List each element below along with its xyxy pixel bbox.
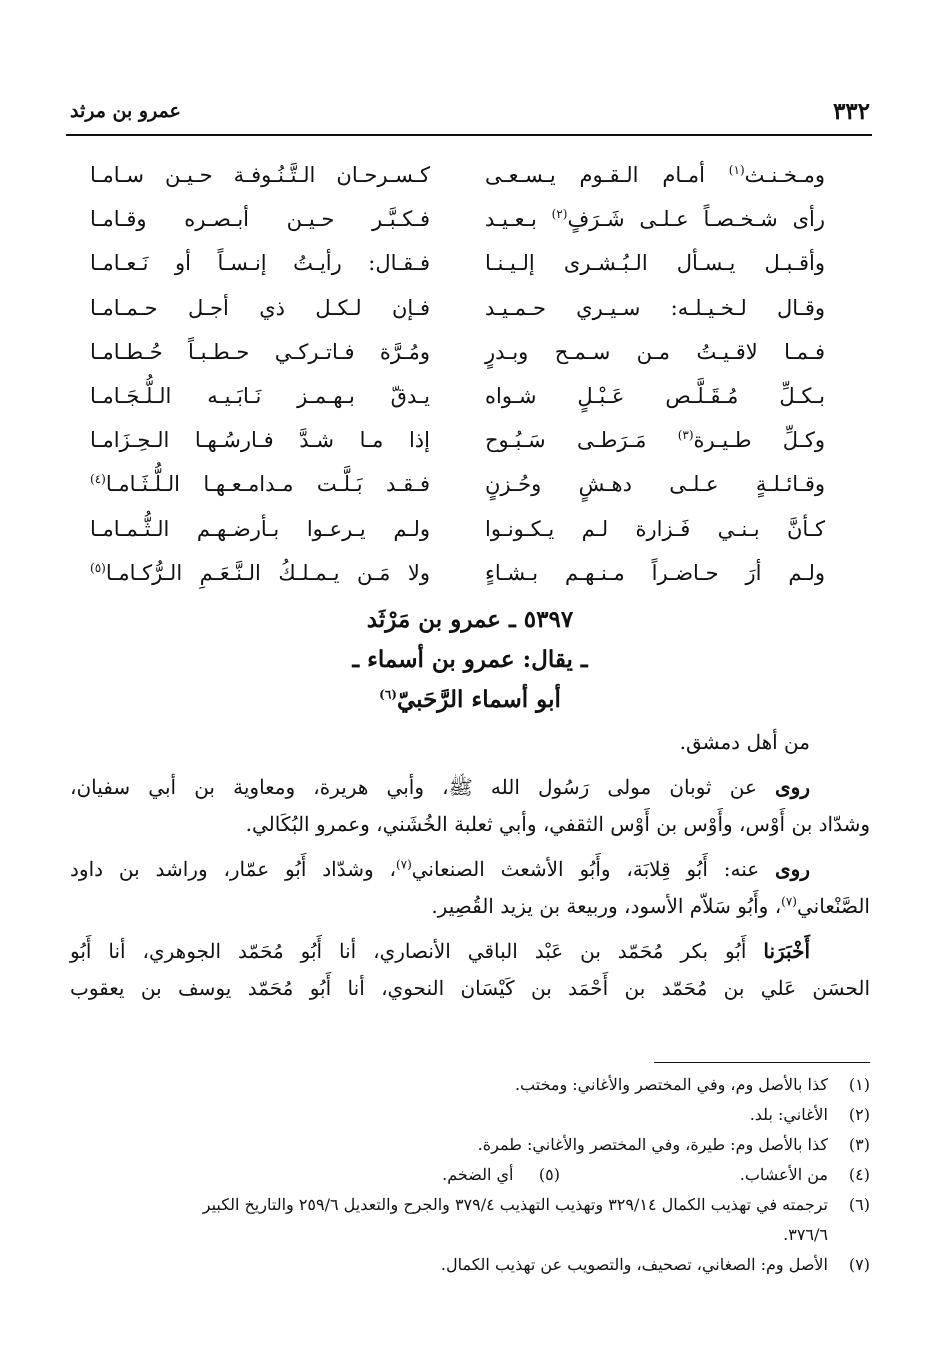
paragraph-narrated-from: روى عن ثوبان مولى رَسُول الله ﷺ، وأبي هريرة، ومعاوية بن أبي سفيان، وشدّاد بن أَوْس، وأَوْس بن أَوْس الثقفي، وأبي ثعلبة الخُشَني، وعمرو البُكَالي. [70,775,870,836]
footnote-text: كذا بالأصل وم، وفي المختصر والأغاني: ومختب. [514,1075,828,1094]
verse-first-hemistich: بـكـلِّ مُـقَـلَّـص عَـبْـلٍ شـواه [485,383,825,408]
footnote-ref[interactable]: (٢) [551,207,568,222]
footnote [442,1160,560,1190]
page-header [70,98,870,132]
footnote-ref[interactable]: (٥) [90,560,106,575]
footnote-ref[interactable]: (٧) [781,894,797,909]
keyword: روى [775,775,810,799]
verse [90,207,825,251]
footnote-number: (١) [848,1075,870,1094]
footnote-pair [70,1160,870,1190]
page-number: ٣٣٢ [832,98,870,125]
footnote [70,1070,870,1100]
paragraph-narrators: روى عنه: أَبُو قِلابَة، وأَبُو الأشعث الصنعاني$^{(٧)}$، وشدّاد أَبُو عمّار، وراشد بن داود الصَّنْعاني$^{(٧)}$، وأَبُو سَلاّم الأسود، وربيعة بن يزيد القُصِير. [70,857,870,918]
verse-first-hemistich: ومـخـنـث$^{(١)}$ أمـام الـقـوم يـسـعـى [485,163,825,187]
verse-second-hemistich: ولا مَـن يـمـلـكُ الـنَّـعَـمِ الـرُّكـامـا$^{(٥)}$ [90,560,430,585]
footnote-number: (٦) [848,1195,870,1214]
verse [90,517,825,561]
verse-first-hemistich: وكـلِّ طـيـرة$^{(٣)}$ مَـرَطـى سَـبُـوح [485,428,825,453]
footnote-ref[interactable]: (٤) [90,472,106,487]
verse-first-hemistich: فـمـا لاقـيـتُ مـن سـمـح وبـدرٍ [485,339,825,364]
verse-second-hemistich: ولـم يـرعـوا بـأرضـهـم الـثُّـمـامـا [90,516,430,541]
verse [90,384,825,428]
verse-second-hemistich: يـدقّ بـهـمـز نَـابَـيـه الـلُّـجَـامـا [90,383,430,408]
header-rule [66,134,872,136]
biography-title: ٥٣٩٧ ـ عمرو بن مَرْثَد [366,606,574,633]
footnote-ref[interactable]: (١) [728,163,745,177]
verse [90,472,825,516]
verse-second-hemistich: ومُـرَّة فـاتـركـي حـطـبـاً حُـطـامـا [90,339,430,364]
footnote-number: (٤) [848,1165,870,1184]
verse-second-hemistich: إذا مـا شـدَّ فـارسُـهـا الـحِـزَامـا [90,428,430,453]
footnote-number: (٣) [848,1135,870,1154]
paragraph-origin: من أهل دمشق. [679,730,810,754]
verse [90,251,825,295]
footnote [740,1160,870,1190]
verse [90,561,825,605]
verse-second-hemistich: فـإن لـكـل ذي أجـل حـمـامـا [90,295,430,320]
verse [90,163,825,207]
footnote-number: (٢) [848,1105,870,1124]
footnote-number: (٧) [848,1255,870,1274]
biography-kunya: أبو أسماء الرَّحَبيّ$^{(٦)}$ [379,686,561,713]
footnote-ref[interactable]: (٦) [379,687,397,702]
verse-first-hemistich: وقـائـلـةٍ عـلـى دهـشٍ وحُـزنٍ [485,472,825,497]
paragraph-isnad: أَخْبَرَنا أَبُو بكر مُحَمّد بن عَبْد الباقي الأنصاري، أنا أَبُو مُحَمّد الجوهري، أنا أَبُو الحسَن عَلي بن مُحَمّد بن أَحْمَد بن كَيْسَان النحوي، أنا أَبُو مُحَمّد يوسف بن يعقوب [70,939,870,1000]
footnote-text: ترجمته في تهذيب الكمال ٣٢٩/١٤ وتهذيب التهذيب ٣٧٩/٤ والجرح والتعديل ٢٥٩/٦ والتاريخ الكبير [202,1195,828,1214]
verse-second-hemistich: فـقـد بَـلَّـت مـدامـعـهـا الـلُّـثَـامـا$^{(٤)}$ [90,472,430,497]
footnote [70,1250,870,1280]
footnote [70,1190,870,1250]
verse-first-hemistich: كـأنَّ بـنـي فَـزارة لـم يـكـونـوا [485,516,825,541]
footnotes [70,1070,870,1280]
footnote-number: (٥) [538,1165,560,1184]
keyword: أَخْبَرَنا [763,939,810,963]
biography-alias: ـ يقال: عمرو بن أسماء ـ [352,646,588,673]
footnote-ref[interactable]: (٣) [677,428,694,443]
verse-second-hemistich: فـكـبَّـر حـيـن أبـصـره وقـامـا [90,207,430,232]
running-head: عمرو بن مرثد [70,100,181,122]
footnote-text: من الأعشاب. [739,1165,828,1184]
verse [90,340,825,384]
verse-first-hemistich: رأى شـخـصـاً عـلـى شَـرَفٍ$^{(٢)}$ بـعـيـد [485,207,825,232]
footnote [70,1100,870,1130]
biography-text [70,724,870,1007]
verse [90,296,825,340]
poem [90,163,825,605]
footnote [70,1130,870,1160]
footnote-text: أي الضخم. [442,1165,514,1184]
footnote-text: الأغاني: بلد. [749,1105,828,1124]
footnote-text-continued: ٣٧٦/٦. [783,1225,828,1244]
footnote-text: الأصل وم: الصغاني، تصحيف، والتصويب عن تهذيب الكمال. [440,1255,828,1274]
verse-second-hemistich: كـسـرحـان الـتَّـنُـوفـة حـيـن سـامـا [90,163,430,187]
verse [90,428,825,472]
verse-first-hemistich: ولـم أرَ حـاضـراً مـنـهـم بـشـاءٍ [485,560,825,585]
footnote-text: كذا بالأصل وم: طيرة، وفي المختصر والأغاني: طمرة. [477,1135,828,1154]
footnote-rule [654,1062,870,1063]
verse-first-hemistich: وأقـبـل يـسـأل الـبُـشـرى إلـيـنـا [485,251,825,276]
verse-first-hemistich: وقـال لـخـيـلـه: سـيـري حـمـيـد [485,295,825,320]
biography-heading [120,600,820,720]
footnote-ref[interactable]: (٧) [395,857,412,872]
keyword: روى [775,857,810,881]
verse-second-hemistich: فـقـال: رأيـتُ إنـسـاً أو نَـعـامـا [90,251,430,276]
